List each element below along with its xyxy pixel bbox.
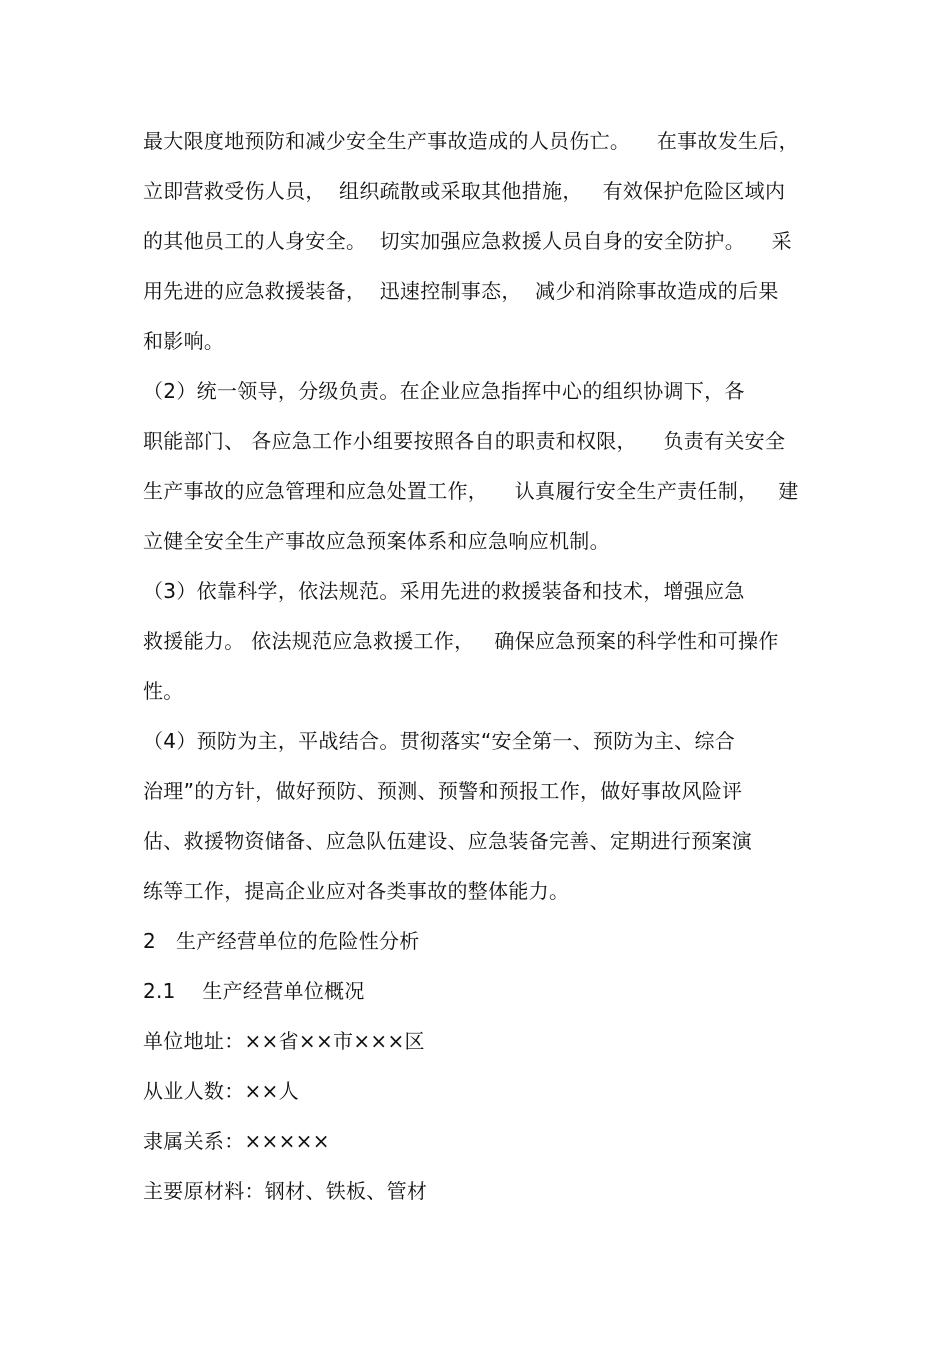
paragraph-line: 的其他员工的人身安全。 切实加强应急救援人员自身的安全防护。 采 — [143, 229, 792, 253]
info-line-address: 单位地址：××省××市×××区 — [143, 1029, 425, 1053]
paragraph-line: 立即营救受伤人员， 组织疏散或采取其他措施， 有效保护危险区域内 — [143, 179, 786, 203]
paragraph-line: 立健全安全生产事故应急预案体系和应急响应机制。 — [143, 529, 610, 553]
paragraph-line: 最大限度地预防和减少安全生产事故造成的人员伤亡。 在事故发生后， — [143, 129, 799, 153]
paragraph-line: 估、救援物资储备、应急队伍建设、应急装备完善、定期进行预案演 — [143, 829, 752, 853]
paragraph-line: 用先进的应急救援装备， 迅速控制事态， 减少和消除事故造成的后果 — [143, 279, 779, 303]
info-line-materials: 主要原材料：钢材、铁板、管材 — [143, 1179, 428, 1203]
paragraph-line: 练等工作，提高企业应对各类事故的整体能力。 — [143, 879, 570, 903]
info-line-affiliation: 隶属关系：××××× — [143, 1129, 330, 1153]
list-item-line: （4）预防为主，平战结合。贯彻落实“安全第一、预防为主、综合 — [143, 729, 736, 753]
paragraph-line: 职能部门、 各应急工作小组要按照各自的职责和权限， 负责有关安全 — [143, 429, 786, 453]
paragraph-line: 治理”的方针，做好预防、预测、预警和预报工作，做好事故风险评 — [143, 779, 743, 803]
paragraph-line: 生产事故的应急管理和应急处置工作， 认真履行安全生产责任制， 建 — [143, 479, 799, 503]
paragraph-line: 性。 — [143, 679, 184, 703]
paragraph-line: 和影响。 — [143, 329, 225, 353]
subsection-heading: 2.1 生产经营单位概况 — [143, 979, 365, 1003]
info-line-employees: 从业人数：××人 — [143, 1079, 299, 1103]
section-heading: 2 生产经营单位的危险性分析 — [143, 929, 420, 953]
list-item-line: （3）依靠科学，依法规范。采用先进的救援装备和技术，增强应急 — [143, 579, 745, 603]
paragraph-line: 救援能力。 依法规范应急救援工作， 确保应急预案的科学性和可操作 — [143, 629, 779, 653]
list-item-line: （2）统一领导，分级负责。在企业应急指挥中心的组织协调下，各 — [143, 379, 745, 403]
